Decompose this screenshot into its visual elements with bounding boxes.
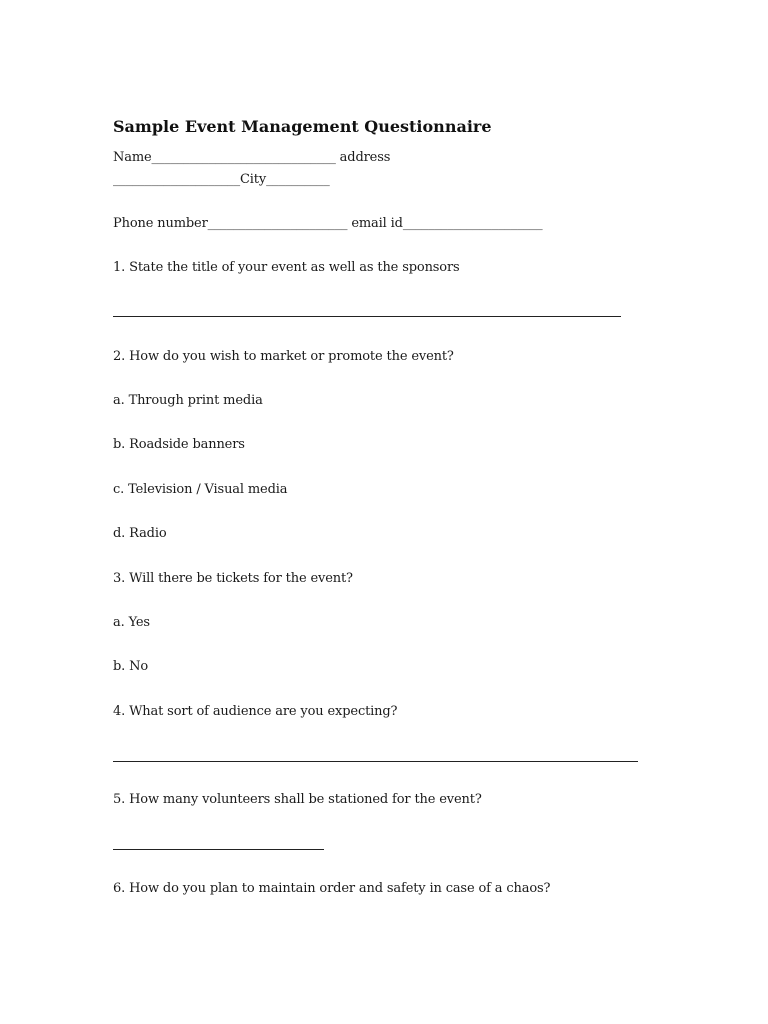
question-6: 6. How do you plan to maintain order and safety in case of a chaos? <box>113 881 551 896</box>
option-3a: a. Yes <box>113 615 150 630</box>
question-5: 5. How many volunteers shall be stationed for the event? <box>113 792 482 807</box>
document-title: Sample Event Management Questionnaire <box>113 117 492 136</box>
option-2d: d. Radio <box>113 526 167 541</box>
option-2b: b. Roadside banners <box>113 437 245 452</box>
answer-line-4 <box>113 761 638 762</box>
answer-line-1 <box>113 316 621 317</box>
question-4: 4. What sort of audience are you expecting? <box>113 704 398 719</box>
phone-email-field: Phone number______________________ email id______________________ <box>113 216 543 231</box>
option-3b: b. No <box>113 659 149 674</box>
option-2a: a. Through print media <box>113 393 263 408</box>
question-3: 3. Will there be tickets for the event? <box>113 571 353 586</box>
option-2c: c. Television / Visual media <box>113 482 288 497</box>
question-1: 1. State the title of your event as well as the sponsors <box>113 260 460 275</box>
name-address-field: Name_____________________________ address <box>113 150 391 165</box>
city-field: ____________________City__________ <box>113 172 330 187</box>
question-2: 2. How do you wish to market or promote the event? <box>113 349 454 364</box>
answer-line-5 <box>113 849 324 850</box>
